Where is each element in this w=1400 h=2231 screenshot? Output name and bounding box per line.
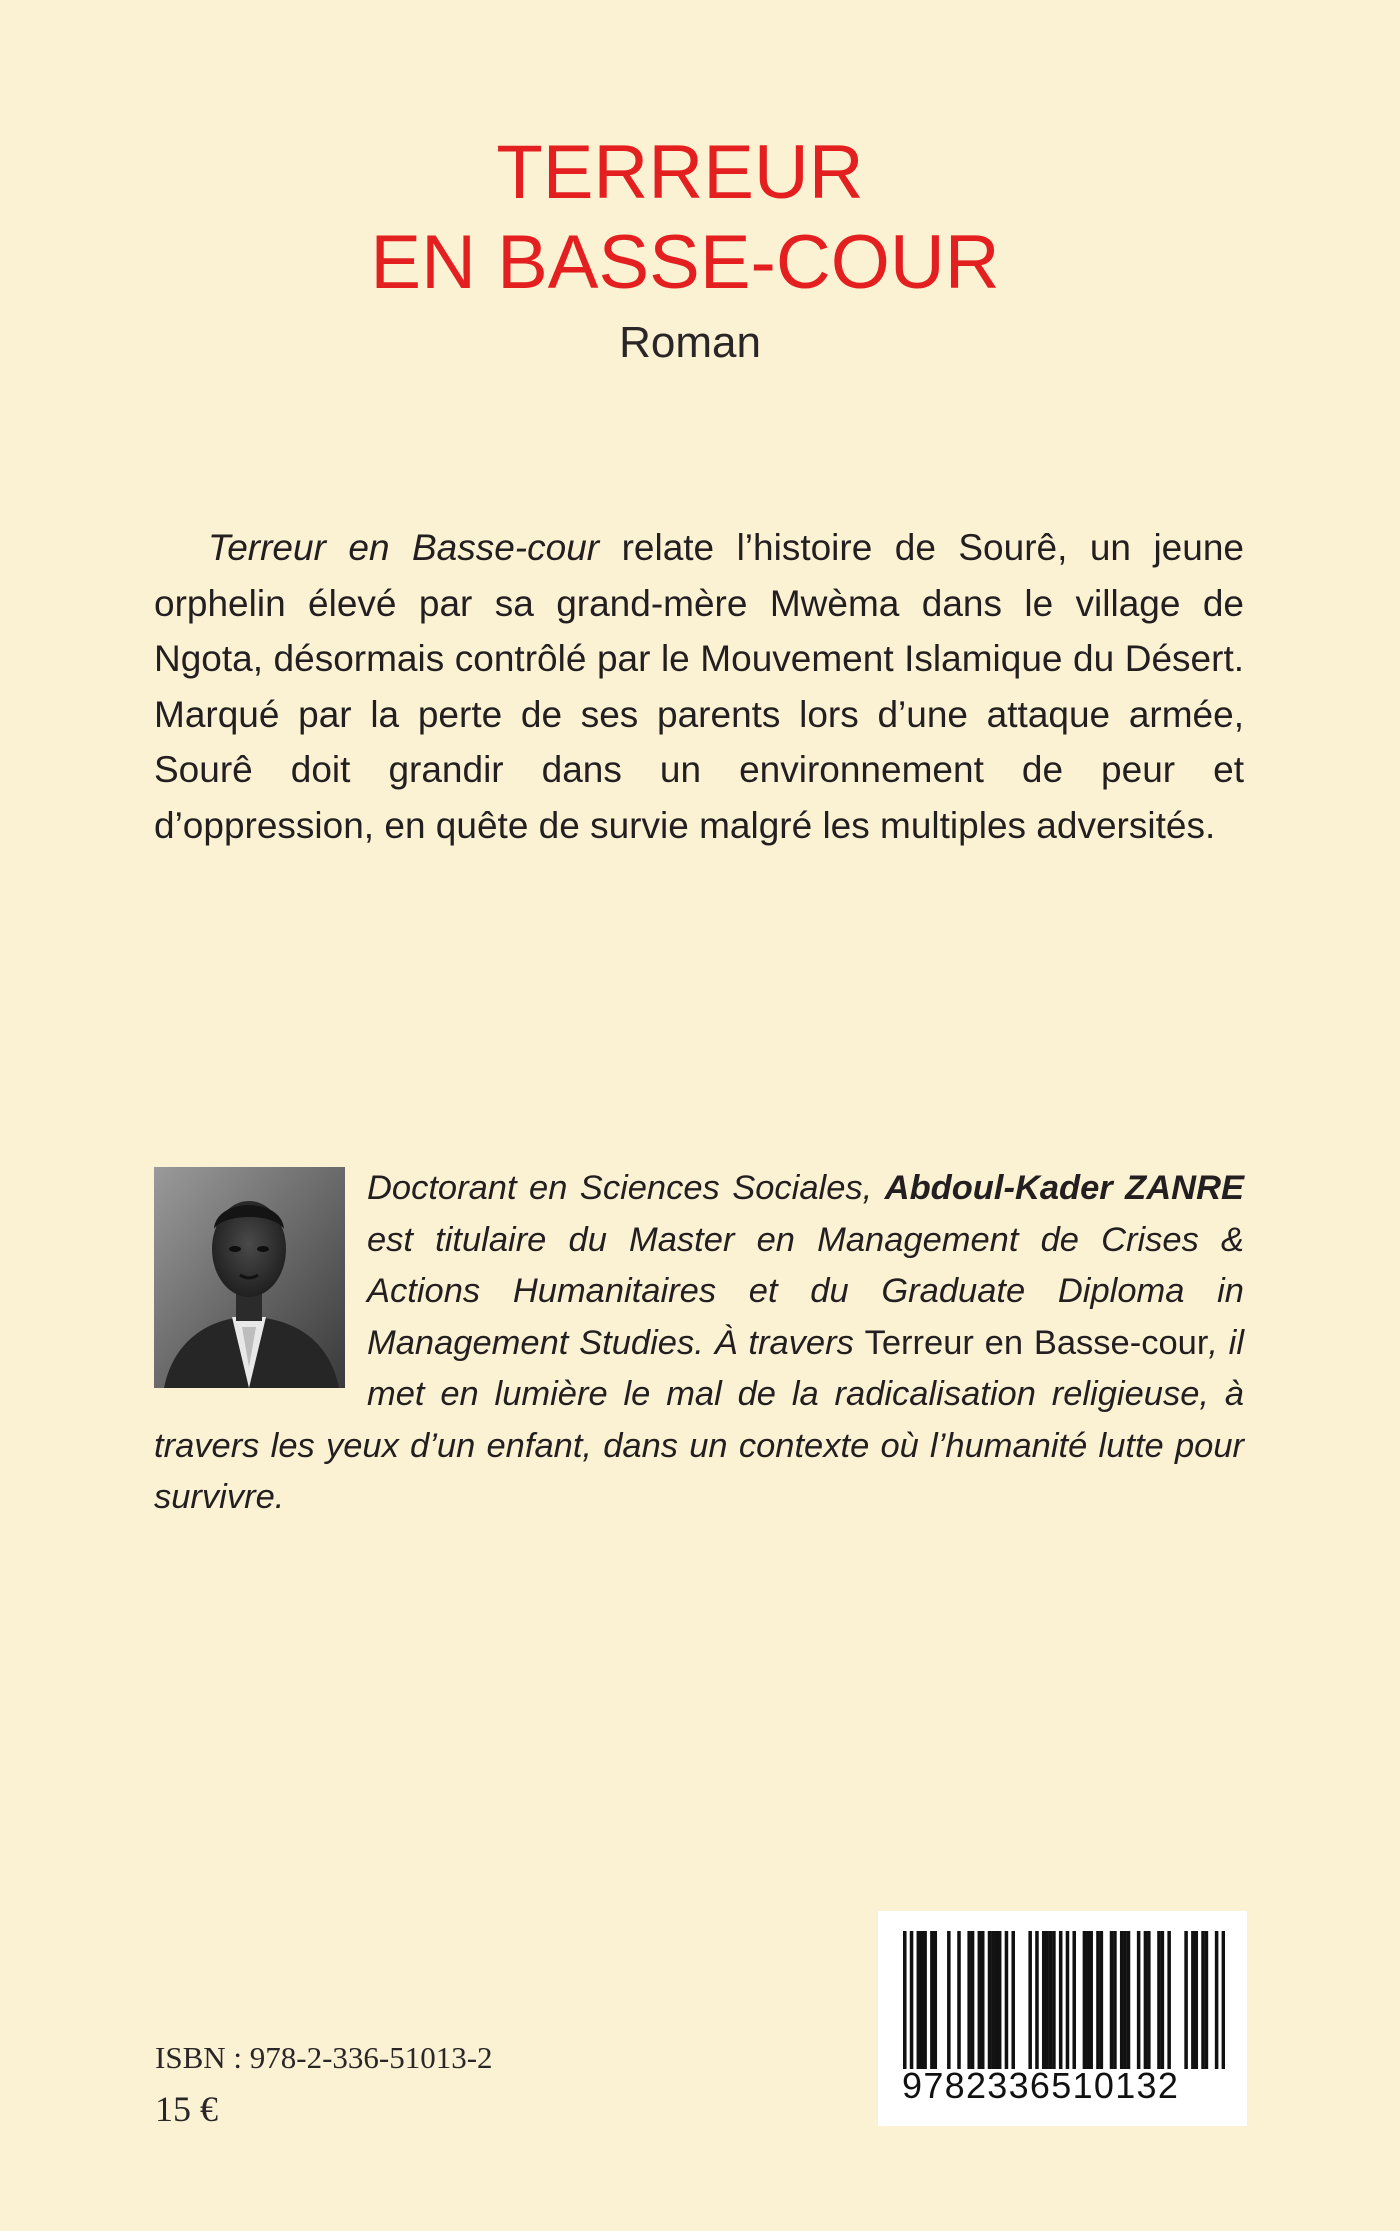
barcode-bar <box>995 1931 999 2069</box>
barcode-bar <box>947 1931 951 2069</box>
barcode-bar <box>991 1931 995 2069</box>
barcode-bar <box>1042 1931 1046 2069</box>
barcode-bar <box>957 1931 961 2069</box>
barcode-bar <box>1072 1931 1076 2069</box>
barcode-bar <box>1096 1931 1100 2069</box>
barcode-bar <box>1113 1931 1117 2069</box>
genre-subtitle: Roman <box>619 318 761 367</box>
summary-book-title: Terreur en Basse-cour <box>208 527 600 568</box>
barcode-bar <box>1005 1931 1009 2069</box>
barcode-bar <box>988 1931 992 2069</box>
barcode-bar <box>1120 1931 1124 2069</box>
barcode-bar <box>978 1931 982 2069</box>
barcode-bars-icon <box>903 1931 1225 2069</box>
barcode-bar <box>1157 1931 1161 2069</box>
bio-intro: Doctorant en Sciences Sociales, <box>367 1169 885 1207</box>
barcode-bar <box>903 1931 907 2069</box>
barcode-bar <box>981 1931 985 2069</box>
barcode-bar <box>1201 1931 1205 2069</box>
summary-text: relate l’histoire de Sourê, un jeune orphelin élevé par sa grand-mère Mwèma dans le village de Ngota, désormais contrôlé par le Mouvement Islamique du Désert. Marqué par la perte de ses parents lors d’une attaque armée, Sourê doit grandir dans un environnement de peur et d’oppression, en quête de survie malgré les multiples adversités. <box>154 527 1244 846</box>
barcode-bar <box>967 1931 971 2069</box>
barcode-bar <box>998 1931 1002 2069</box>
barcode-bar <box>1194 1931 1198 2069</box>
barcode-bar <box>934 1931 938 2069</box>
barcode-bar <box>1028 1931 1032 2069</box>
barcode-bar <box>1147 1931 1151 2069</box>
barcode-bar <box>1144 1931 1148 2069</box>
barcode-bar <box>1127 1931 1131 2069</box>
barcode-bar <box>1184 1931 1188 2069</box>
bio-text-2: , il met en lumière le mal de la radicalisation religieuse, à travers les yeux d’un enfant, dans un contexte où l’humanité lutte pour survivre. <box>154 1323 1245 1516</box>
author-portrait-icon <box>154 1167 345 1388</box>
book-title-line-2: EN BASSE-COUR <box>370 220 1000 305</box>
barcode-bar <box>923 1931 927 2069</box>
barcode-bar <box>1137 1931 1141 2069</box>
barcode-bar <box>1052 1931 1056 2069</box>
price: 15 € <box>155 2089 218 2129</box>
barcode-bar <box>1215 1931 1219 2069</box>
barcode-bar <box>1059 1931 1063 2069</box>
barcode-bar <box>1083 1931 1087 2069</box>
book-summary <box>154 520 1244 853</box>
barcode-bar <box>1100 1931 1104 2069</box>
barcode-bar <box>917 1931 921 2069</box>
barcode-bar <box>930 1931 934 2069</box>
barcode-bar <box>1049 1931 1053 2069</box>
barcode-digits: 9782336510132 <box>902 2065 1180 2106</box>
barcode-bar <box>1110 1931 1114 2069</box>
barcode-bar <box>1089 1931 1093 2069</box>
barcode <box>878 1911 1247 2126</box>
barcode-bar <box>1205 1931 1209 2069</box>
barcode-bar <box>1123 1931 1127 2069</box>
barcode-bar <box>1011 1931 1015 2069</box>
barcode-bar <box>1066 1931 1070 2069</box>
barcode-bar <box>910 1931 914 2069</box>
bio-text-1: est titulaire du Master en Management de Crises & Actions Humanitaires et du Graduate Diploma in Management Studies. À travers <box>367 1220 1244 1362</box>
author-bio-section <box>154 1163 1244 1524</box>
isbn: ISBN : 978-2-336-51013-2 <box>155 2040 493 2075</box>
book-title <box>0 128 1400 308</box>
barcode-bar <box>1161 1931 1165 2069</box>
book-title-line-1: TERREUR <box>496 130 864 215</box>
barcode-bar <box>1086 1931 1090 2069</box>
barcode-bar <box>971 1931 975 2069</box>
barcode-bar <box>1035 1931 1039 2069</box>
barcode-bar <box>1191 1931 1195 2069</box>
author-name: Abdoul-Kader ZANRE <box>884 1169 1244 1207</box>
barcode-bar <box>1222 1931 1225 2069</box>
bio-book-title: Terreur en Basse-cour <box>864 1323 1209 1362</box>
barcode-bar <box>1045 1931 1049 2069</box>
barcode-bar <box>1167 1931 1171 2069</box>
barcode-bar <box>920 1931 924 2069</box>
